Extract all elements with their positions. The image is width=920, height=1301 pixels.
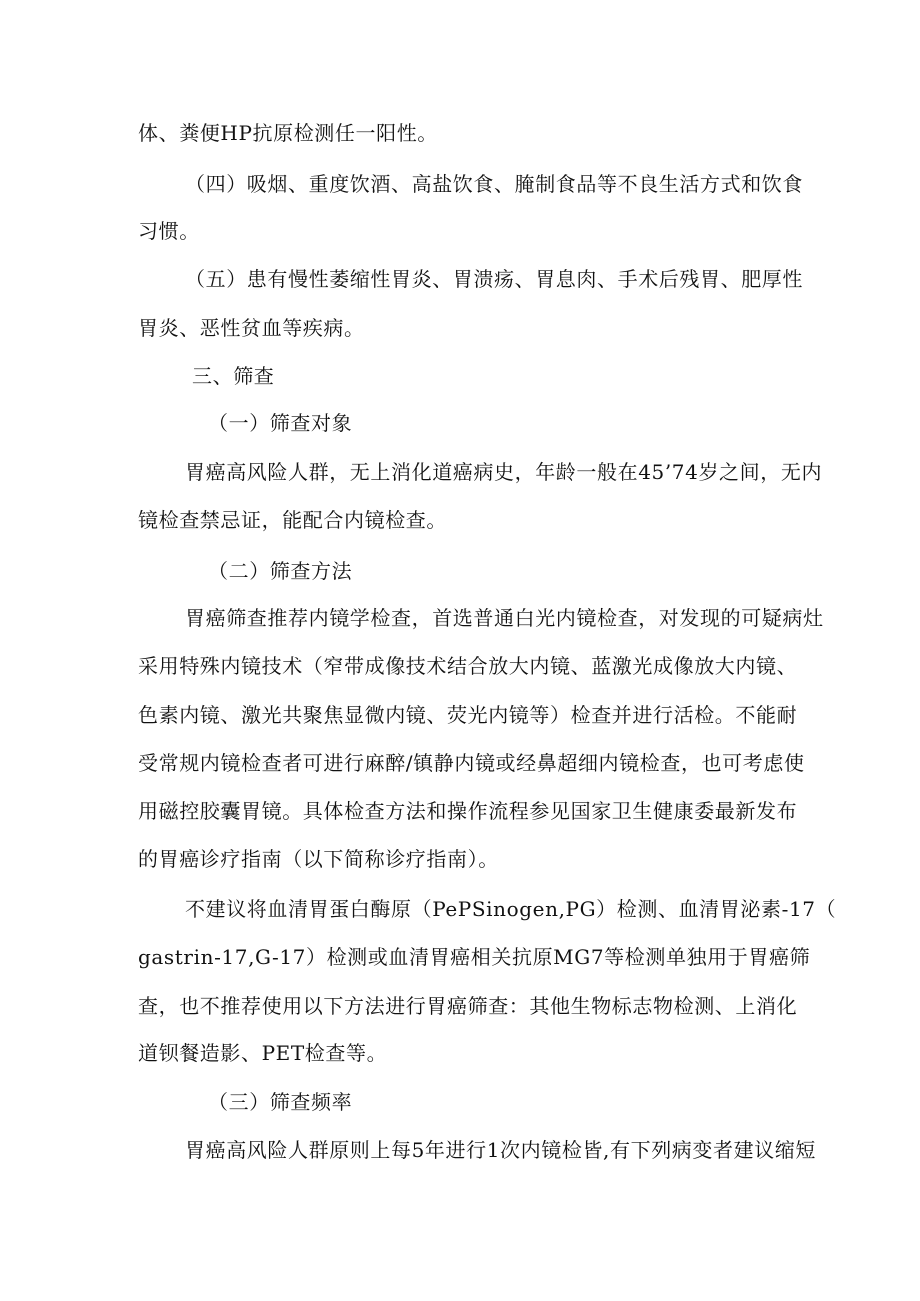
subheading-screening-target: （一）筛查对象 (208, 411, 353, 435)
text-line: 采用特殊内镜技术（窄带成像技术结合放大内镜、蓝激光成像放大内镜、 (138, 654, 798, 678)
text-line: 色素内镜、激光共聚焦显微内镜、荧光内镜等）检查并进行活检。不能耐 (138, 703, 798, 727)
paragraph-start: 胃癌筛查推荐内镜学检查，首选普通白光内镜检查，对发现的可疑病灶 (185, 606, 824, 630)
text-line: 习惯。 (138, 219, 200, 243)
text-line: 的胃癌诊疗指南（以下简称诊疗指南）。 (138, 847, 499, 871)
section-heading-screening: 三、筛查 (192, 364, 275, 388)
text-line: 用磁控胶囊胃镜。具体检查方法和操作流程参见国家卫生健康委最新发布 (138, 799, 798, 823)
paragraph-start: 不建议将血清胃蛋白酶原（PePSinogen,PG）检测、血清胃泌素-17（ (185, 897, 837, 921)
paragraph-start: 胃癌高风险人群原则上每5年进行1次内镜检皆,有下列病变者建议缩短 (185, 1138, 817, 1162)
text-line: 胃炎、恶性贫血等疾病。 (138, 316, 365, 340)
text-line: 体、粪便HP抗原检测任一阳性。 (138, 121, 438, 145)
list-item-five: （五）患有慢性萎缩性胃炎、胃溃疡、胃息肉、手术后残胃、肥厚性 (185, 267, 803, 291)
text-line: 查，也不推荐使用以下方法进行胃癌筛查：其他生物标志物检测、上消化 (138, 994, 798, 1018)
text-line: 镜检查禁忌证，能配合内镜检查。 (138, 508, 447, 532)
list-item-four: （四）吸烟、重度饮酒、高盐饮食、腌制食品等不良生活方式和饮食 (185, 172, 803, 196)
paragraph-start: 胃癌高风险人群，无上消化道癌病史，年龄一般在45’74岁之间，无内 (185, 460, 823, 484)
text-line: 受常规内镜检查者可进行麻醉/镇静内镜或经鼻超细内镜检查，也可考虑使 (138, 751, 805, 775)
subheading-screening-frequency: （三）筛查频率 (208, 1090, 353, 1114)
subheading-screening-method: （二）筛查方法 (208, 559, 353, 583)
text-line: gastrin-17,G-17）检测或血清胃癌相关抗原MG7等检测单独用于胃癌筛 (138, 945, 811, 969)
text-line: 道钡餐造影、PET检查等。 (138, 1041, 388, 1065)
